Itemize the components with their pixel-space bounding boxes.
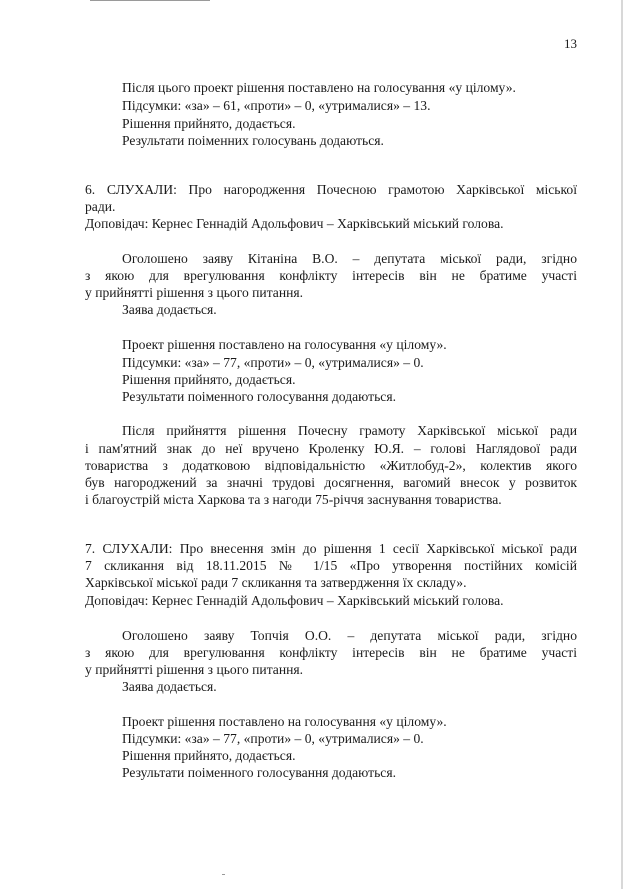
paragraph-line: Результати поіменних голосувань додаються. [122, 133, 384, 148]
item-7-statement-line: Оголошено заяву Топчія О.О. – депутата міської ради, згідно [122, 628, 577, 643]
item-6-speaker: Доповідач: Кернес Геннадій Адольфович – Харківський міський голова. [85, 216, 504, 231]
item-7-heading-cont: 7 скликання від 18.11.2015 № 1/15 «Про утворення постійних комісій [85, 558, 577, 573]
item-7-vote-line: Підсумки: «за» – 77, «проти» – 0, «утрималися» – 0. [122, 731, 424, 746]
item-6-award-line: був нагороджений за значні трудові досягнення, вагомий внесок у розвиток [85, 475, 577, 490]
item-7-statement-line: у прийнятті рішення з цього питання. [85, 662, 304, 677]
item-6-vote-line: Результати поіменного голосування додаються. [122, 389, 396, 404]
scan-top-rule [90, 0, 210, 1]
item-7-heading: 7. СЛУХАЛИ: Про внесення змін до рішення 1 сесії Харківської міської ради [85, 541, 577, 556]
item-6-vote-line: Проект рішення поставлено на голосування «у цілому». [122, 337, 447, 352]
item-6-award-line: Після прийняття рішення Почесну грамоту Харківської міської ради [122, 423, 577, 438]
item-7-vote-line: Рішення прийнято, додається. [122, 748, 296, 763]
paragraph-line: Підсумки: «за» – 61, «проти» – 0, «утрималися» – 13. [122, 98, 431, 113]
item-6-award-line: і благоустрій міста Харкова та з нагоди 75-річчя заснування товариства. [85, 492, 502, 507]
item-7-speaker: Доповідач: Кернес Геннадій Адольфович – Харківський міський голова. [85, 593, 504, 608]
item-6-statement-line: з якою для врегулювання конфлікту інтересів він не братиме участі [85, 268, 577, 283]
item-7-vote-line: Проект рішення поставлено на голосування «у цілому». [122, 714, 447, 729]
item-7-statement-note: Заява додається. [122, 679, 217, 694]
item-6-statement-note: Заява додається. [122, 302, 217, 317]
item-7-statement-line: з якою для врегулювання конфлікту інтересів він не братиме участі [85, 645, 577, 660]
item-6-vote-line: Підсумки: «за» – 77, «проти» – 0, «утрималися» – 0. [122, 355, 424, 370]
scan-speck [222, 874, 225, 875]
item-6-heading-cont: ради. [85, 199, 116, 214]
item-6-statement-line: у прийнятті рішення з цього питання. [85, 285, 304, 300]
item-6-award-line: і пам'ятний знак до неї вручено Кроленку Ю.Я. – голові Наглядової ради [85, 441, 577, 456]
paragraph-line: Після цього проект рішення поставлено на голосування «у цілому». [122, 80, 516, 95]
item-6-award-line: товариства з додатковою відповідальністю «Житлобуд-2», колектив якого [85, 458, 577, 473]
item-7-vote-line: Результати поіменного голосування додаються. [122, 765, 396, 780]
item-6-heading: 6. СЛУХАЛИ: Про нагородження Почесною грамотою Харківської міської [85, 182, 577, 197]
item-6-vote-line: Рішення прийнято, додається. [122, 372, 296, 387]
page-number: 13 [564, 36, 577, 51]
item-7-heading-cont: Харківської міської ради 7 скликання та затвердження їх складу». [85, 575, 467, 590]
item-6-statement-line: Оголошено заяву Кітаніна В.О. – депутата міської ради, згідно [122, 251, 577, 266]
paragraph-line: Рішення прийнято, додається. [122, 116, 296, 131]
